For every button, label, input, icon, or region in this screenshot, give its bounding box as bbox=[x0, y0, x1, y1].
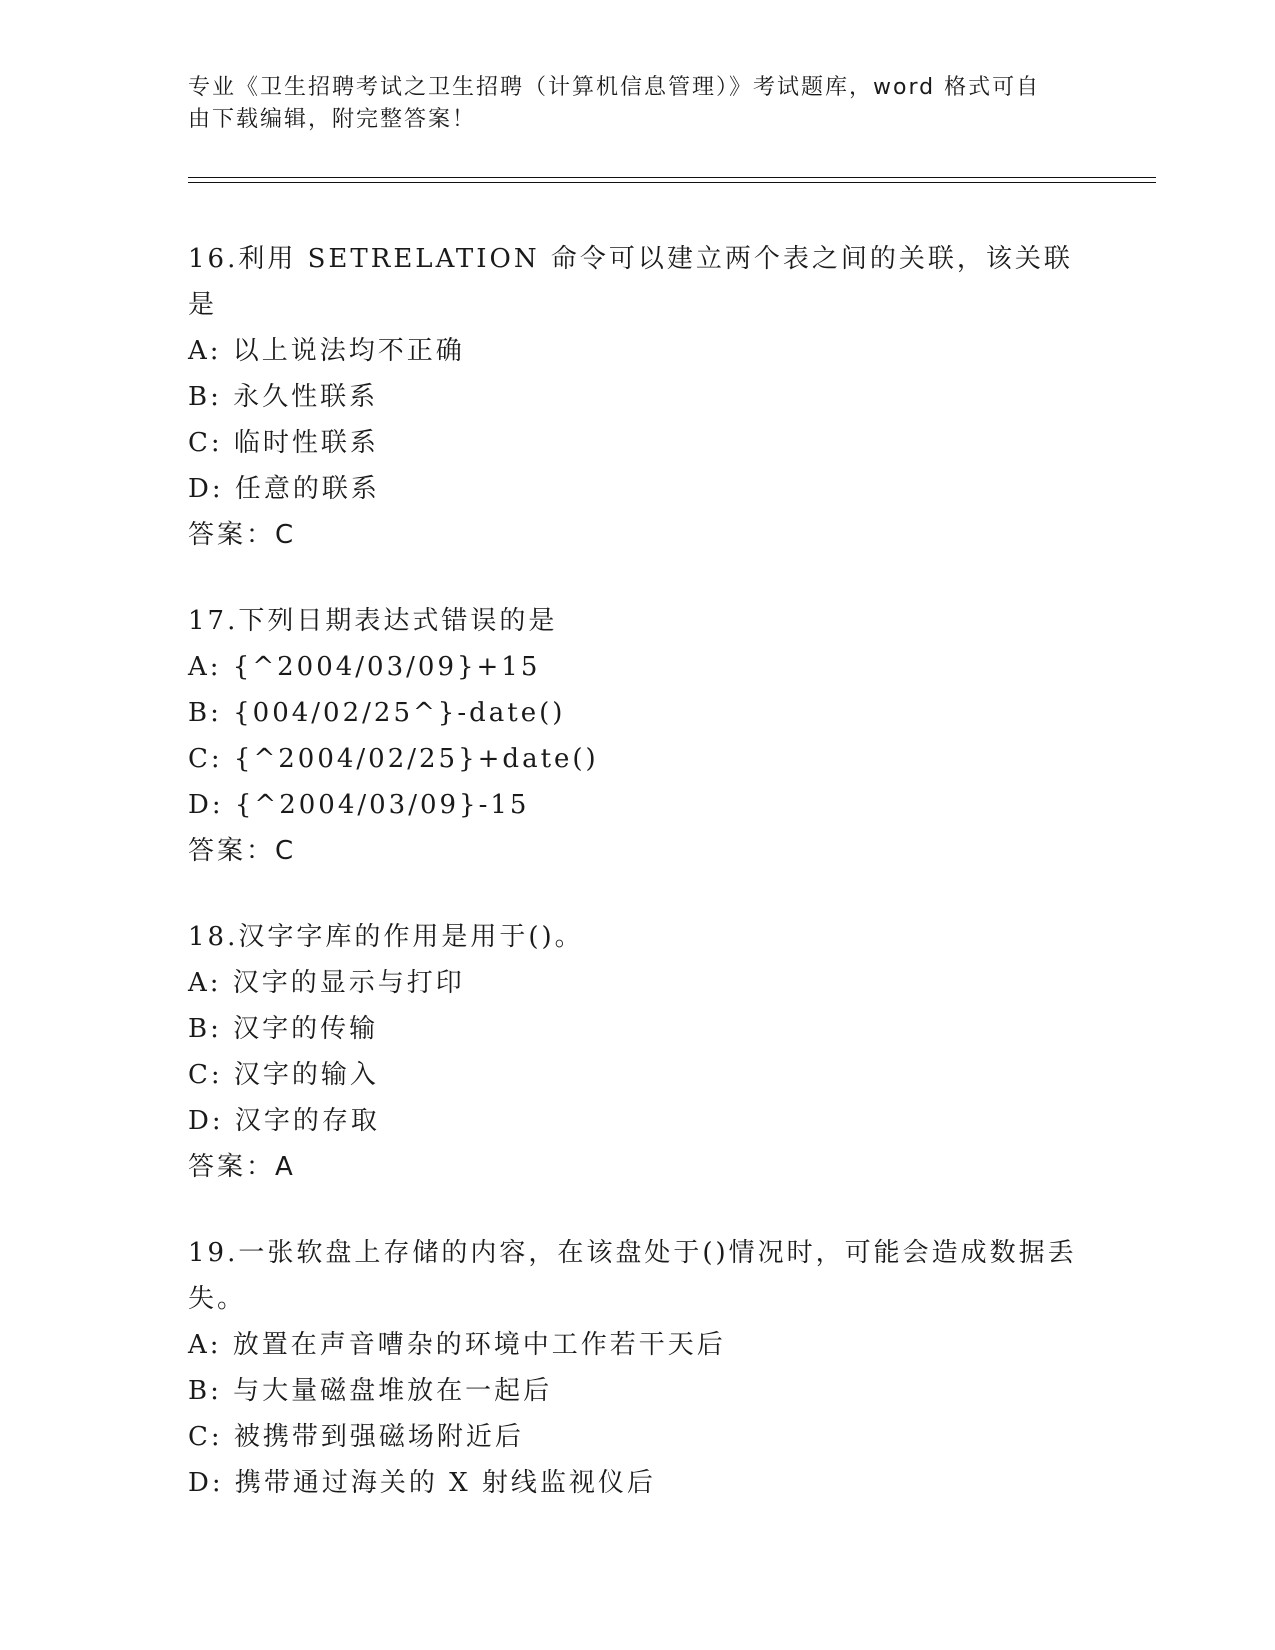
option-a: A: 汉字的显示与打印 bbox=[188, 968, 465, 998]
option-c: C: {^2004/02/25}+date() bbox=[188, 744, 599, 774]
question-list bbox=[188, 236, 1088, 1546]
option-c: C: 被携带到强磁场附近后 bbox=[188, 1422, 524, 1452]
answer-label: 答案：A bbox=[188, 1152, 296, 1182]
option-b: B: 汉字的传输 bbox=[188, 1014, 379, 1044]
option-a: A: 以上说法均不正确 bbox=[188, 336, 465, 366]
option-b: B: {004/02/25^}-date() bbox=[188, 698, 566, 728]
document-header bbox=[188, 72, 1068, 136]
question-18 bbox=[188, 914, 1088, 1190]
question-text: 18.汉字字库的作用是用于()。 bbox=[188, 922, 584, 952]
question-17 bbox=[188, 598, 1088, 874]
option-d: D: 携带通过海关的 X 射线监视仪后 bbox=[188, 1468, 656, 1498]
header-line-2: 由下载编辑，附完整答案！ bbox=[188, 107, 477, 132]
header-divider-bottom bbox=[188, 182, 1156, 183]
question-16 bbox=[188, 236, 1088, 558]
option-c: C: 临时性联系 bbox=[188, 428, 379, 458]
question-text: 19.一张软盘上存储的内容，在该盘处于()情况时，可能会造成数据丢失。 bbox=[188, 1238, 1077, 1314]
answer-label: 答案：C bbox=[188, 520, 297, 550]
option-a: A: {^2004/03/09}+15 bbox=[188, 652, 541, 682]
question-text: 16.利用 SETRELATION 命令可以建立两个表之间的关联，该关联是 bbox=[188, 244, 1073, 320]
option-b: B: 永久性联系 bbox=[188, 382, 379, 412]
option-d: D: 任意的联系 bbox=[188, 474, 380, 504]
option-a: A: 放置在声音嘈杂的环境中工作若干天后 bbox=[188, 1330, 726, 1360]
option-b: B: 与大量磁盘堆放在一起后 bbox=[188, 1376, 553, 1406]
question-19 bbox=[188, 1230, 1088, 1506]
answer-label: 答案：C bbox=[188, 836, 297, 866]
option-d: D: {^2004/03/09}-15 bbox=[188, 790, 530, 820]
header-line-1: 专业《卫生招聘考试之卫生招聘（计算机信息管理）》考试题库，word 格式可自 bbox=[188, 75, 1041, 100]
question-text: 17.下列日期表达式错误的是 bbox=[188, 606, 558, 636]
header-divider-top bbox=[188, 177, 1156, 178]
option-d: D: 汉字的存取 bbox=[188, 1106, 380, 1136]
option-c: C: 汉字的输入 bbox=[188, 1060, 379, 1090]
